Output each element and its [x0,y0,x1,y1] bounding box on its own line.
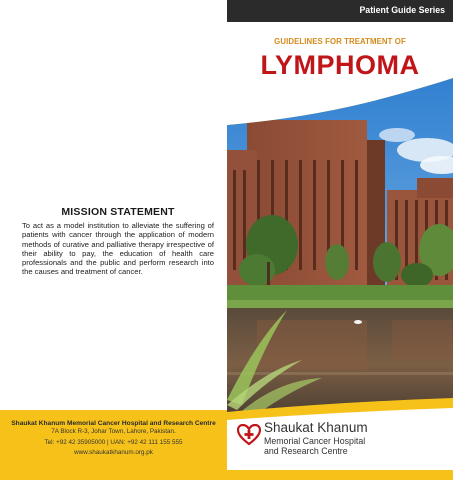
footer-phone: Tel: +92 42 35905000 | UAN: +92 42 111 155 555 [44,438,183,446]
logo-subtitle-line2: and Research Centre [264,446,348,456]
series-label: Patient Guide Series [359,5,445,15]
cover-panel [227,0,453,480]
top-bar [227,0,453,22]
mission-text: To act as a model institution to alleviate the suffering of patients with cancer through the application of modern methods of curative and palliative therapy irrespective of their ability to pay, the education of health care professionals and the public and perform research into the causes and treatment of cancer. [22,221,214,277]
logo-subtitle-line1: Memorial Cancer Hospital [264,436,366,446]
contact-footer [0,410,227,480]
cover-title: LYMPHOMA [260,50,420,80]
footer-website: www.shaukatkhanum.org.pk [74,449,153,456]
mission-block [22,206,214,277]
logo-name: Shaukat Khanum [264,420,368,435]
footer-address: 7A Block R-3, Johar Town, Lahore, Pakistan. [51,428,176,435]
cover-subtitle: GUIDELINES FOR TREATMENT OF [274,37,406,46]
footer-hospital-name: Shaukat Khanum Memorial Cancer Hospital and Research Centre [11,420,216,427]
heart-cross-logo-icon [237,424,261,446]
mission-title: MISSION STATEMENT [61,206,175,218]
